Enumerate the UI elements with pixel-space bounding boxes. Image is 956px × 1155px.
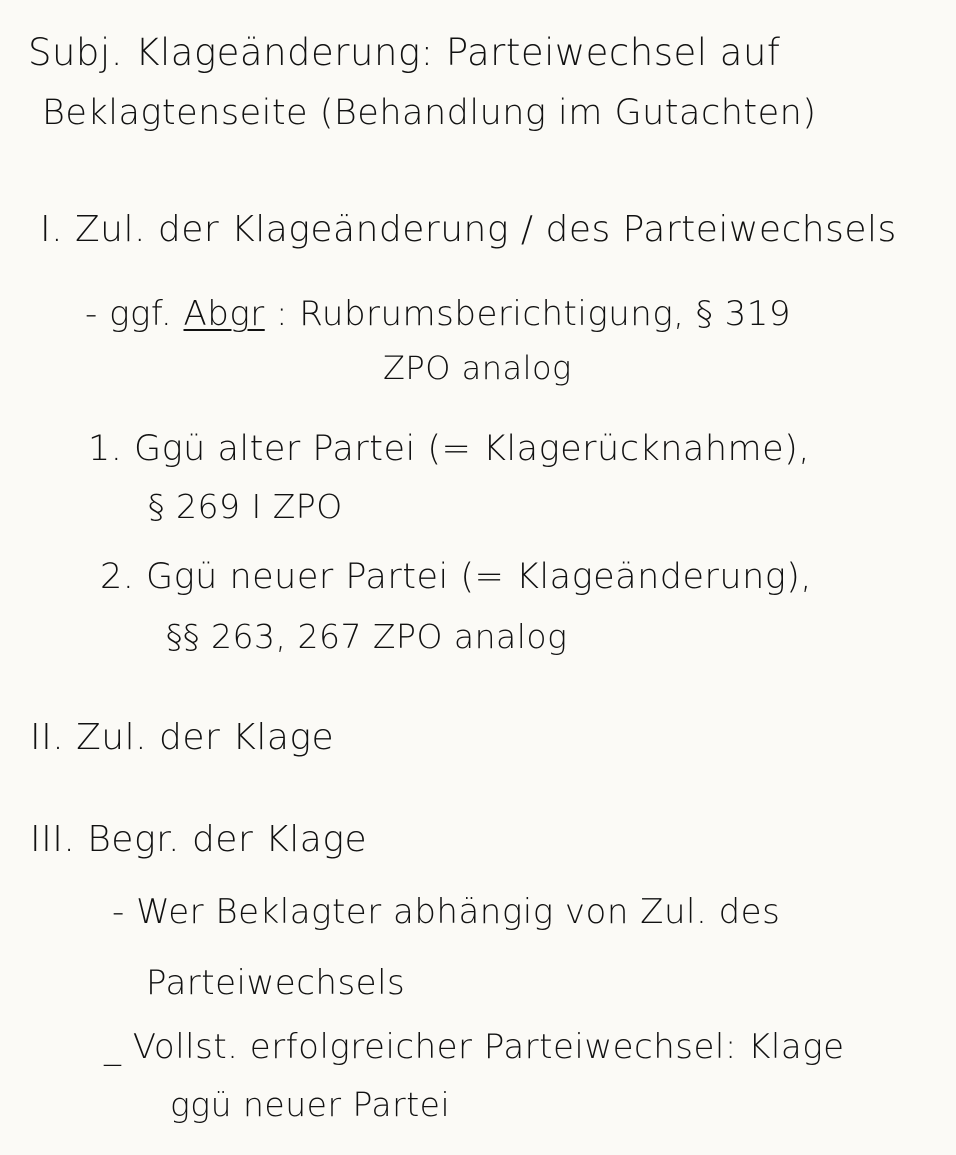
point-1-line-1: 1. Ggü alter Partei (= Klagerücknahme), — [88, 429, 810, 469]
section-1-item-continuation: ZPO analog — [383, 349, 572, 387]
point-1-line-2: § 269 I ZPO — [148, 487, 343, 526]
section-3-heading: III. Begr. der Klage — [30, 819, 368, 860]
section-3-bullet-2-line-1: _ Vollst. erfolgreicher Parteiwechsel: Klage — [104, 1027, 845, 1067]
section-1-item-underlined: Abgr — [183, 294, 265, 334]
section-3-bullet-1-line-1: - Wer Beklagter abhängig von Zul. des — [112, 892, 781, 932]
section-2-heading: II. Zul. der Klage — [30, 717, 335, 758]
point-2-line-2: §§ 263, 267 ZPO analog — [166, 617, 568, 656]
title-line-2: Beklagtenseite (Behandlung im Gutachten) — [42, 93, 817, 133]
section-3-bullet-1-line-2: Parteiwechsels — [146, 963, 406, 1003]
section-1-item-prefix: - ggf. — [85, 294, 184, 334]
section-3-bullet-2-line-2: ggü neuer Partei — [170, 1085, 451, 1124]
title-line-1: Subj. Klageänderung: Parteiwechsel auf — [28, 31, 781, 74]
point-2-line-1: 2. Ggü neuer Partei (= Klageänderung), — [100, 557, 813, 597]
section-1-item — [85, 294, 792, 334]
section-1-heading: I. Zul. der Klageänderung / des Parteiwechsels — [40, 209, 897, 250]
section-1-item-rest: : Rubrumsberichtigung, § 319 — [264, 294, 792, 334]
